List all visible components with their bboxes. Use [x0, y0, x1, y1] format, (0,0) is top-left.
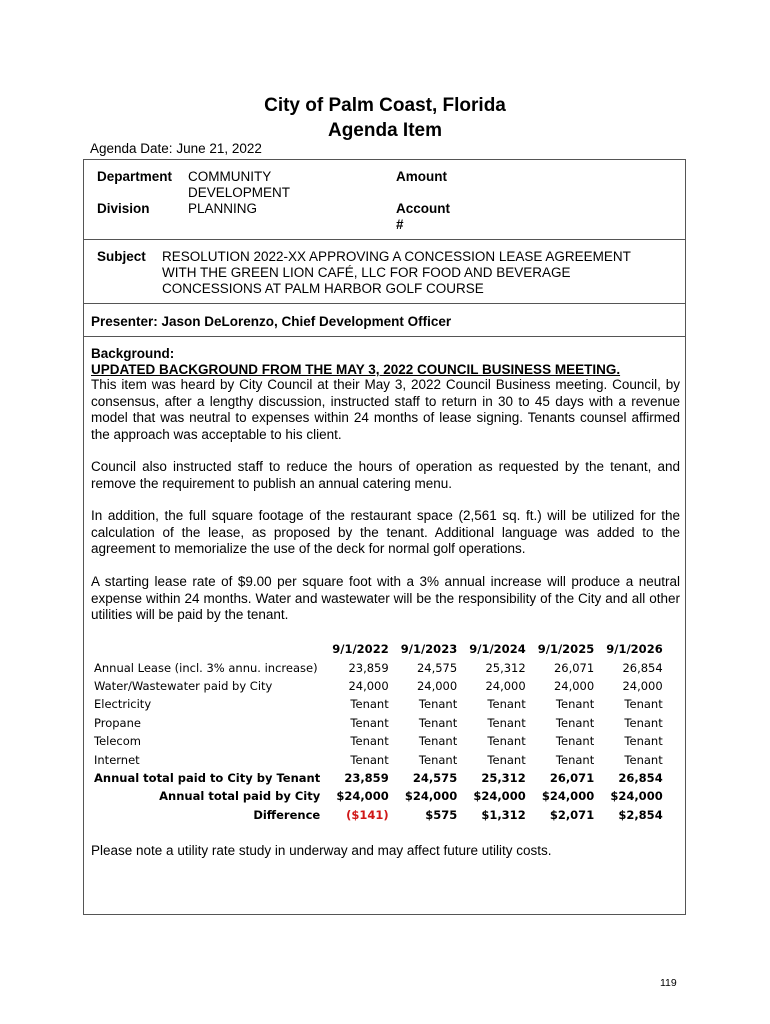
table-cell: Tenant: [350, 752, 389, 767]
agenda-date: Agenda Date: June 21, 2022: [90, 141, 262, 156]
table-cell: Tenant: [487, 734, 526, 749]
presenter: Presenter: Jason DeLorenzo, Chief Development Officer: [91, 314, 452, 329]
background-paragraph-1: This item was heard by City Council at their May 3, 2022 Council Business meeting. Council, by consensus, after a lengthy discussion, instructed staff to return in 30 to 45 days with a revenue model that was neutral to expenses within 24 months of lease signing. Tenants counsel affirmed the approach was acceptable to his client.: [91, 377, 680, 442]
subject-label: Subject: [97, 249, 146, 264]
table-header-blank: [94, 640, 320, 658]
table-cell: 24,000: [348, 678, 389, 693]
table-cell: 26,854: [618, 770, 663, 785]
table-cell: Tenant: [418, 752, 458, 767]
table-header-row: [94, 640, 663, 658]
page-number: 119: [660, 977, 677, 989]
subject-line2: WITH THE GREEN LION CAFÉ, LLC FOR FOOD AND BEVERAGE: [162, 265, 571, 280]
table-cell: Tenant: [555, 697, 595, 712]
table-cell: 24,000: [553, 678, 595, 693]
row-label: Difference: [253, 807, 321, 822]
lease-comparison-table: [94, 640, 663, 824]
department-label: Department: [97, 169, 173, 184]
subject-line1: RESOLUTION 2022-XX APPROVING A CONCESSION LEASE AGREEMENT: [162, 249, 631, 264]
row-label: Water/Wastewater paid by City: [94, 678, 273, 693]
amount-label: Amount: [396, 169, 447, 184]
table-cell: Tenant: [487, 697, 526, 712]
table-cell: 24,000: [485, 678, 526, 693]
table-cell: Tenant: [350, 697, 389, 712]
table-row: [94, 695, 663, 713]
background-paragraph-2: Council also instructed staff to reduce the hours of operation as requested by the tenant, and remove the requirement to publish an annual catering menu.: [91, 459, 680, 491]
division-value: PLANNING: [188, 201, 258, 216]
table-column-header: 9/1/2024: [469, 642, 526, 657]
account-label: Account: [396, 201, 450, 216]
table-cell: Tenant: [487, 715, 526, 730]
table-cell: $1,312: [481, 807, 526, 822]
table-cell: 24,000: [622, 678, 663, 693]
table-cell: Tenant: [624, 697, 663, 712]
table-cell: Tenant: [350, 734, 389, 749]
table-cell: 23,859: [348, 660, 389, 675]
table-cell: $575: [425, 807, 458, 822]
row-label: Electricity: [94, 697, 152, 712]
document-subtitle: Agenda Item: [327, 120, 443, 141]
table-cell: Tenant: [418, 697, 458, 712]
row-label: Annual total paid by City: [159, 789, 321, 804]
table-cell: Tenant: [555, 752, 595, 767]
table-cell: Tenant: [624, 752, 663, 767]
department-value-line1: COMMUNITY: [188, 169, 272, 184]
table-cell: $24,000: [336, 789, 389, 804]
table-cell: 23,859: [344, 770, 389, 785]
row-label: Internet: [94, 752, 140, 767]
background-subheading: UPDATED BACKGROUND FROM THE MAY 3, 2022 COUNCIL BUSINESS MEETING.: [91, 362, 621, 377]
table-row-total-city: [94, 787, 663, 805]
table-cell: Tenant: [487, 752, 526, 767]
table-column-header: 9/1/2025: [537, 642, 595, 657]
table-cell: $24,000: [473, 789, 526, 804]
department-section: [83, 159, 686, 240]
table-cell: 25,312: [485, 660, 526, 675]
row-label: Annual total paid to City by Tenant: [94, 770, 321, 785]
table-cell: Tenant: [624, 715, 663, 730]
division-label: Division: [97, 201, 150, 216]
table-cell: 24,575: [416, 660, 458, 675]
table-cell: 26,854: [622, 660, 663, 675]
table-cell: $24,000: [404, 789, 458, 804]
table-cell: $2,071: [549, 807, 595, 822]
table-cell: 25,312: [481, 770, 526, 785]
utility-note: Please note a utility rate study in underway and may affect future utility costs.: [91, 843, 552, 858]
table-cell-negative: ($141): [346, 807, 389, 822]
table-cell: Tenant: [624, 734, 663, 749]
table-row: [94, 732, 663, 750]
table-row-total-tenant: [94, 769, 663, 787]
table-row: [94, 750, 663, 768]
table-cell: 24,575: [412, 770, 458, 785]
table-cell: $2,854: [618, 807, 663, 822]
table-column-header: 9/1/2023: [400, 642, 458, 657]
account-number-sign: #: [396, 217, 404, 232]
table-cell: $24,000: [541, 789, 595, 804]
table-cell: 24,000: [416, 678, 458, 693]
background-paragraph-4: A starting lease rate of $9.00 per square foot with a 3% annual increase will produce a neutral expense within 24 months. Water and wastewater will be the responsibility of the City and all other utilities will be paid by the tenant.: [91, 574, 680, 622]
table-row: [94, 714, 663, 732]
table-cell: 26,071: [553, 660, 595, 675]
background-heading: Background:: [91, 346, 175, 361]
table-cell: Tenant: [418, 734, 458, 749]
row-label: Telecom: [94, 734, 141, 749]
table-row: [94, 658, 663, 676]
background-section: [83, 337, 686, 915]
subject-line3: CONCESSIONS AT PALM HARBOR GOLF COURSE: [162, 281, 484, 296]
table-cell: Tenant: [555, 734, 595, 749]
table-cell: Tenant: [418, 715, 458, 730]
row-label: Annual Lease (incl. 3% annu. increase): [94, 660, 318, 675]
table-column-header: 9/1/2022: [332, 642, 389, 657]
table-cell: Tenant: [350, 715, 389, 730]
table-cell: 26,071: [549, 770, 595, 785]
document-title: City of Palm Coast, Florida: [264, 95, 506, 116]
row-label: Propane: [94, 715, 141, 730]
subject-section: [83, 240, 686, 304]
table-column-header: 9/1/2026: [606, 642, 663, 657]
background-paragraph-3: In addition, the full square footage of the restaurant space (2,561 sq. ft.) will be utilized for the calculation of the lease, as proposed by the tenant. Additional language was added to the agreement to memorialize the use of the deck for normal golf operations.: [91, 508, 680, 556]
table-cell: $24,000: [610, 789, 663, 804]
table-row: [94, 677, 663, 695]
table-cell: Tenant: [555, 715, 595, 730]
department-value-line2: DEVELOPMENT: [188, 185, 291, 200]
table-row-difference: [94, 806, 663, 824]
presenter-section: [83, 304, 686, 337]
